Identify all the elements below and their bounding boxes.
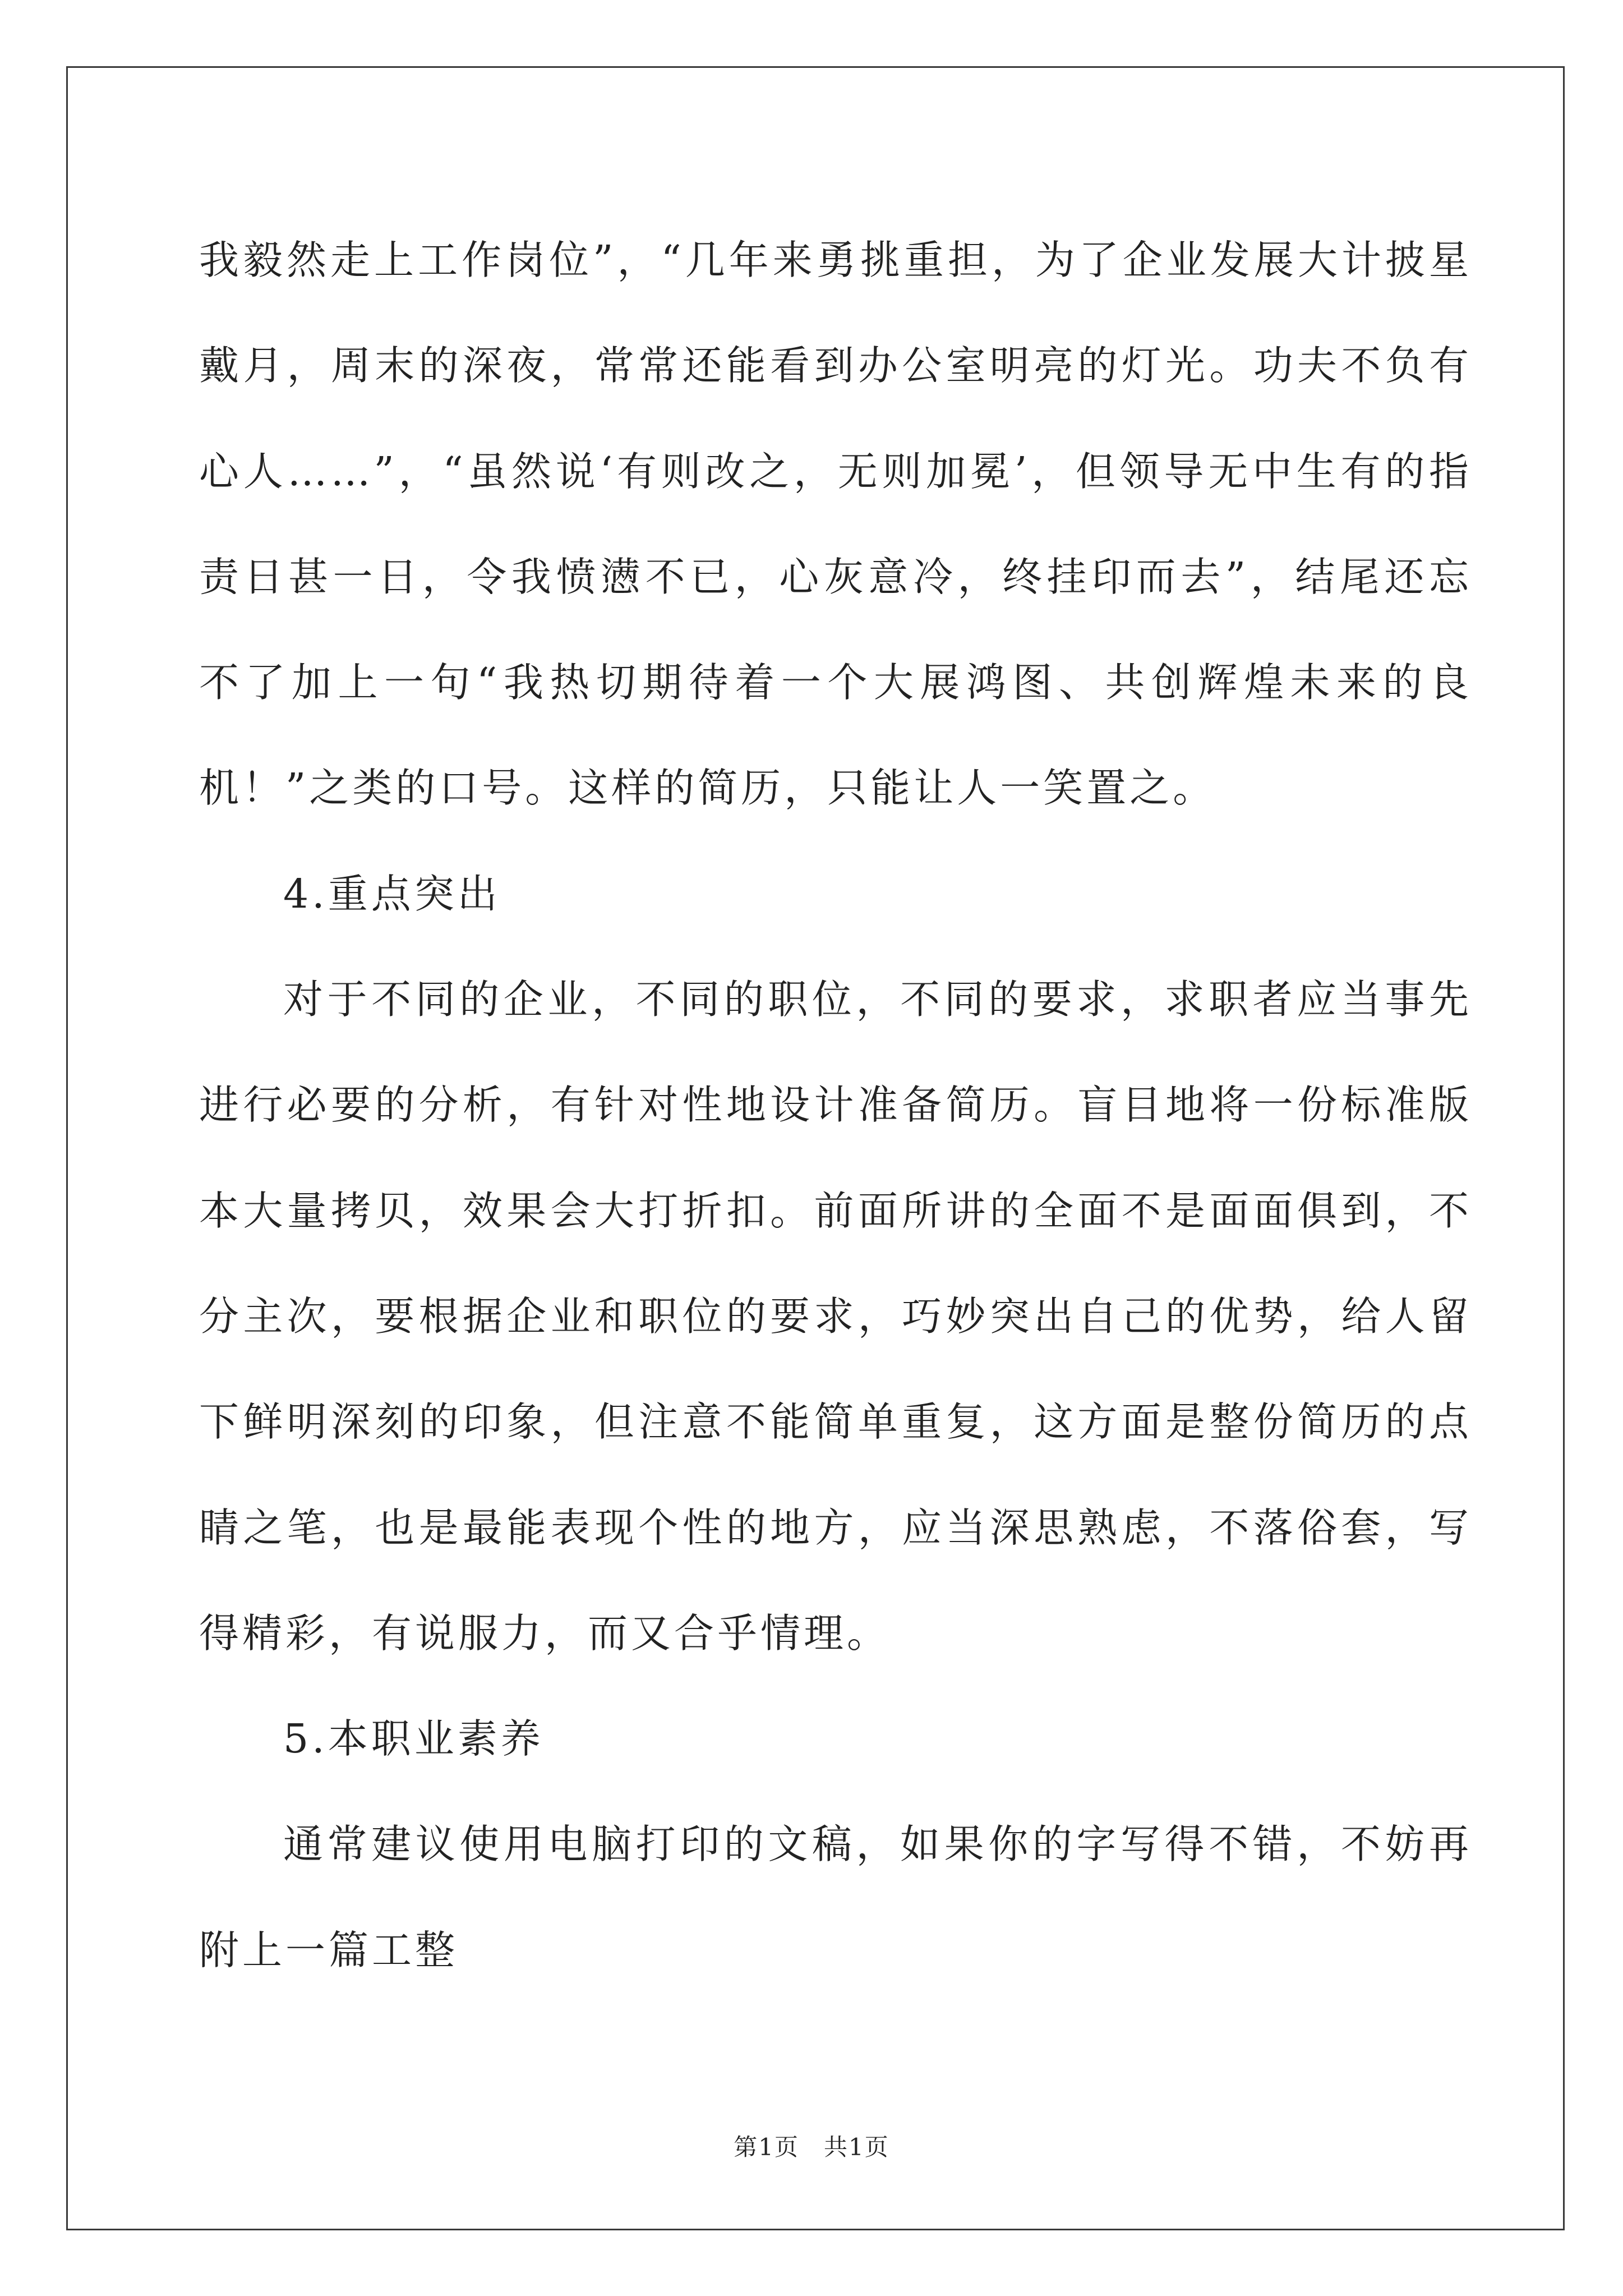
paragraph-2: 对于不同的企业，不同的职位，不同的要求，求职者应当事先进行必要的分析，有针对性地设计准备简历。盲目地将一份标准版本大量拷贝，效果会大打折扣。前面所讲的全面不是面面俱到，不分主次，要根据企业和职位的要求，巧妙突出自己的优势，给人留下鲜明深刻的印象，但注意不能简单重复，这方面是整份简历的点睛之笔，也是最能表现个性的地方，应当深思熟虑，不落俗套，写得精彩，有说服力，而又合乎情理。 xyxy=(199,976,1472,1657)
paragraph-1: 我毅然走上工作岗位”，“几年来勇挑重担，为了企业发展大计披星戴月，周末的深夜，常常还能看到办公室明亮的灯光。功夫不负有心人……”，“虽然说‘有则改之，无则加冕’，但领导无中生有的指责日甚一日，令我愤懑不已，心灰意冷，终挂印而去”，结尾还忘不了加上一句“我热切期待着一个大展鸿图、共创辉煌未来的良机！”之类的口号。这样的简历，只能让人一笑置之。 xyxy=(199,237,1472,812)
paragraph-3: 通常建议使用电脑打印的文稿，如果你的字写得不错，不妨再附上一篇工整 xyxy=(199,1821,1472,1973)
section-heading-4: 4.重点突出 xyxy=(283,870,501,917)
document-body xyxy=(199,208,1472,2003)
page-footer: 第1页 共1页 xyxy=(734,2133,889,2161)
section-heading-5: 5.本职业素养 xyxy=(283,1715,544,1763)
